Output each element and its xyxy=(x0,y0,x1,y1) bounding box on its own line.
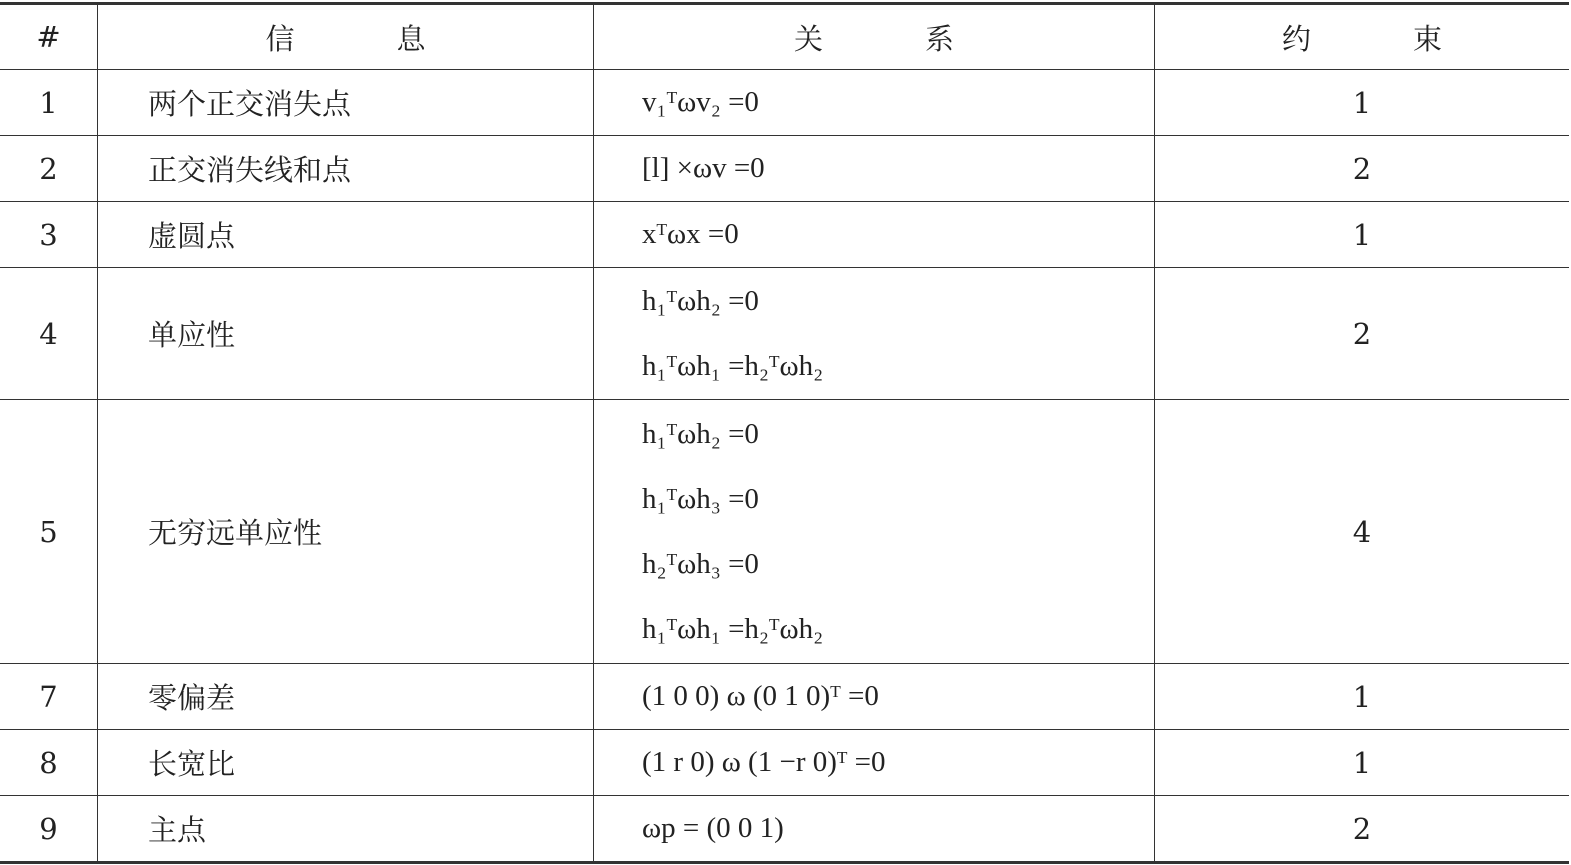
row-info: 主点 xyxy=(98,796,594,863)
row-num: 1 xyxy=(0,70,98,136)
relation-formula: h₁ᵀωh₁ =h₂ᵀωh₂ xyxy=(642,349,824,382)
header-info: 信 息 xyxy=(98,4,594,70)
row-info: 两个正交消失点 xyxy=(98,70,594,136)
row-info: 无穷远单应性 xyxy=(98,400,594,664)
header-row xyxy=(0,4,1569,70)
relation-formula: h₁ᵀωh₂ =0 xyxy=(642,417,759,450)
row-info: 虚圆点 xyxy=(98,202,594,268)
row-relation xyxy=(594,136,1155,202)
relation-formula: h₁ᵀωh₃ =0 xyxy=(642,482,759,515)
table-row xyxy=(0,268,1569,400)
table-row xyxy=(0,202,1569,268)
row-relation xyxy=(594,730,1155,796)
table-row xyxy=(0,70,1569,136)
relation-formula: xᵀωx =0 xyxy=(642,218,739,250)
constraints-table xyxy=(0,2,1569,864)
relation-formula: h₁ᵀωh₁ =h₂ᵀωh₂ xyxy=(642,612,824,645)
row-num: 7 xyxy=(0,664,98,730)
relation-formula: [l] ×ωv =0 xyxy=(642,152,765,184)
header-constraint: 约 束 xyxy=(1155,4,1570,70)
relation-formula: (1 0 0) ω (0 1 0)ᵀ =0 xyxy=(642,680,879,712)
row-num: 4 xyxy=(0,268,98,400)
relation-formula: ωp = (0 0 1) xyxy=(642,812,784,844)
row-constraint: 1 xyxy=(1155,664,1570,730)
row-num: 8 xyxy=(0,730,98,796)
header-relation: 关 系 xyxy=(594,4,1155,70)
row-constraint: 1 xyxy=(1155,730,1570,796)
relation-formula: h₁ᵀωh₂ =0 xyxy=(642,284,759,317)
row-constraint: 4 xyxy=(1155,400,1570,664)
table-row xyxy=(0,730,1569,796)
row-constraint: 1 xyxy=(1155,202,1570,268)
table-row xyxy=(0,136,1569,202)
relation-formula: v₁ᵀωv₂ =0 xyxy=(642,86,759,118)
row-num: 5 xyxy=(0,400,98,664)
table-row xyxy=(0,400,1569,664)
row-num: 9 xyxy=(0,796,98,863)
table-row xyxy=(0,796,1569,863)
row-relation xyxy=(594,664,1155,730)
row-relation xyxy=(594,796,1155,863)
row-constraint: 1 xyxy=(1155,70,1570,136)
row-relation xyxy=(594,202,1155,268)
row-constraint: 2 xyxy=(1155,136,1570,202)
row-info: 单应性 xyxy=(98,268,594,400)
row-constraint: 2 xyxy=(1155,268,1570,400)
row-num: 3 xyxy=(0,202,98,268)
row-relation xyxy=(594,400,1155,664)
row-relation xyxy=(594,70,1155,136)
row-num: 2 xyxy=(0,136,98,202)
row-info: 零偏差 xyxy=(98,664,594,730)
relation-formula: h₂ᵀωh₃ =0 xyxy=(642,547,759,580)
row-info: 长宽比 xyxy=(98,730,594,796)
row-constraint: 2 xyxy=(1155,796,1570,863)
row-relation xyxy=(594,268,1155,400)
row-info: 正交消失线和点 xyxy=(98,136,594,202)
header-num: # xyxy=(0,4,98,70)
relation-formula: (1 r 0) ω (1 −r 0)ᵀ =0 xyxy=(642,746,886,778)
table-row xyxy=(0,664,1569,730)
